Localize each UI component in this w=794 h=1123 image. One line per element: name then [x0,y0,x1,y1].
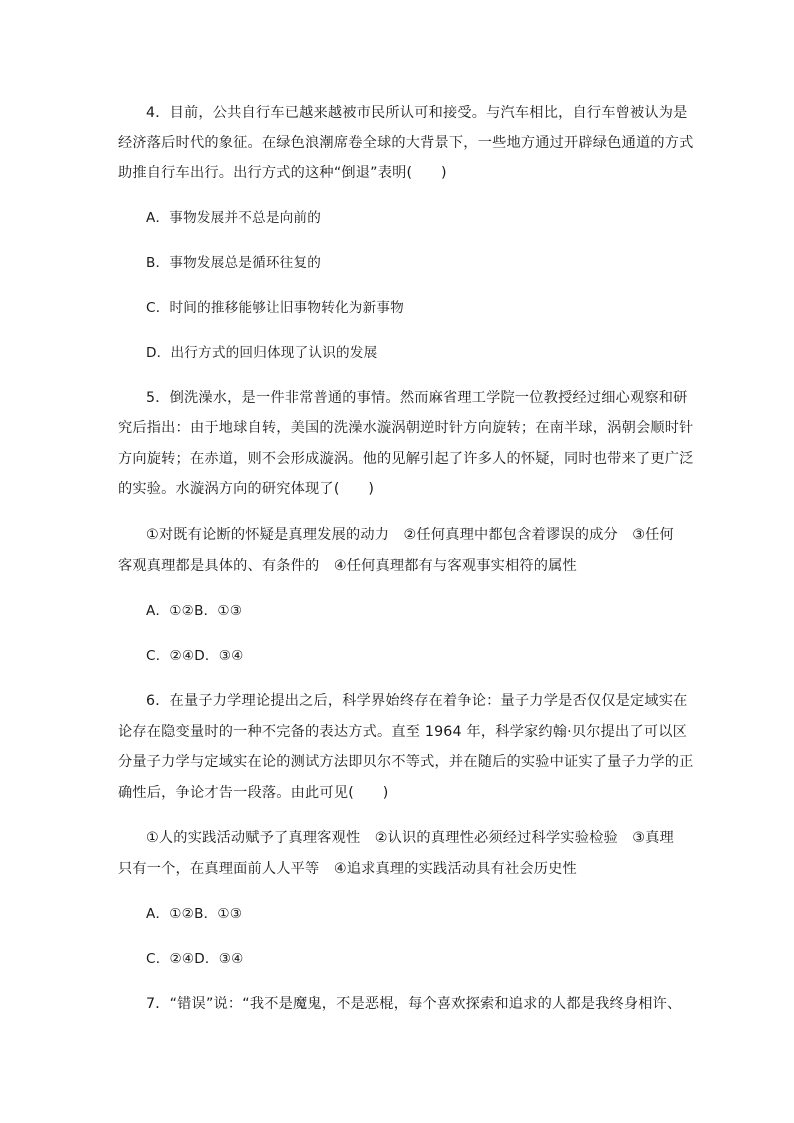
q6-stem-line-2: 论存在隐变量时的一种不完备的表达方式。直至 1964 年，科学家约翰·贝尔提出了可以区 [118,724,687,740]
q4-stem-line-1: 4．目前，公共自行车已越来越被市民所认可和接受。与汽车相比，自行车曾被认为是 [146,105,688,121]
q4-option-a: A．事物发展并不总是向前的 [146,210,322,226]
q4-option-b: B．事物发展总是循环往复的 [146,255,322,271]
q5-stem-line-4: 的实验。水漩涡方向的研究体现了( ) [118,481,375,497]
q4-stem-line-3: 助推自行车出行。出行方式的这种“倒退”表明( ) [118,165,447,181]
q4-stem-line-2: 经济落后时代的象征。在绿色浪潮席卷全球的大背景下，一些地方通过开辟绿色通道的方式 [118,135,694,151]
q6-options-line-2: C．②④D．③④ [146,951,244,967]
q5-statements-line-2: 客观真理都是具体的、有条件的 ④任何真理都有与客观事实相符的属性 [118,558,577,574]
q6-statements-line-1: ①人的实践活动赋予了真理客观性 ②认识的真理性必须经过科学实验检验 ③真理 [146,830,674,846]
q7-stem-line-1: 7．“错误”说：“我不是魔鬼，不是恶棍，每个喜欢探索和追求的人都是我终身相许、 [146,996,682,1012]
q6-statements-line-2: 只有一个，在真理面前人人平等 ④追求真理的实践活动具有社会历史性 [118,861,577,877]
q5-options-line-2: C．②④D．③④ [146,648,244,664]
q6-stem-line-3: 分量子力学与定域实在论的测试方法即贝尔不等式，并在随后的实验中证实了量子力学的正 [118,754,694,770]
q6-stem-line-4: 确性后，争论才告一段落。由此可见( ) [118,785,389,801]
q5-stem-line-1: 5．倒洗澡水，是一件非常普通的事情。然而麻省理工学院一位教授经过细心观察和研 [146,390,688,406]
q6-options-line-1: A．①②B．①③ [146,906,243,922]
q5-statements-line-1: ①对既有论断的怀疑是真理发展的动力 ②任何真理中都包含着谬误的成分 ③任何 [146,527,674,543]
q6-stem-line-1: 6．在量子力学理论提出之后，科学界始终存在着争论：量子力学是否仅仅是定域实在 [146,693,688,709]
q5-options-line-1: A．①②B．①③ [146,603,243,619]
q5-stem-line-3: 方向旋转；在赤道，则不会形成漩涡。他的见解引起了许多人的怀疑，同时也带来了更广泛 [118,451,694,467]
q4-option-d: D．出行方式的回归体现了认识的发展 [146,345,378,361]
q5-stem-line-2: 究后指出：由于地球自转，美国的洗澡水漩涡朝逆时针方向旋转；在南半球，涡朝会顺时针 [118,420,694,436]
q4-option-c: C．时间的推移能够让旧事物转化为新事物 [146,300,404,316]
